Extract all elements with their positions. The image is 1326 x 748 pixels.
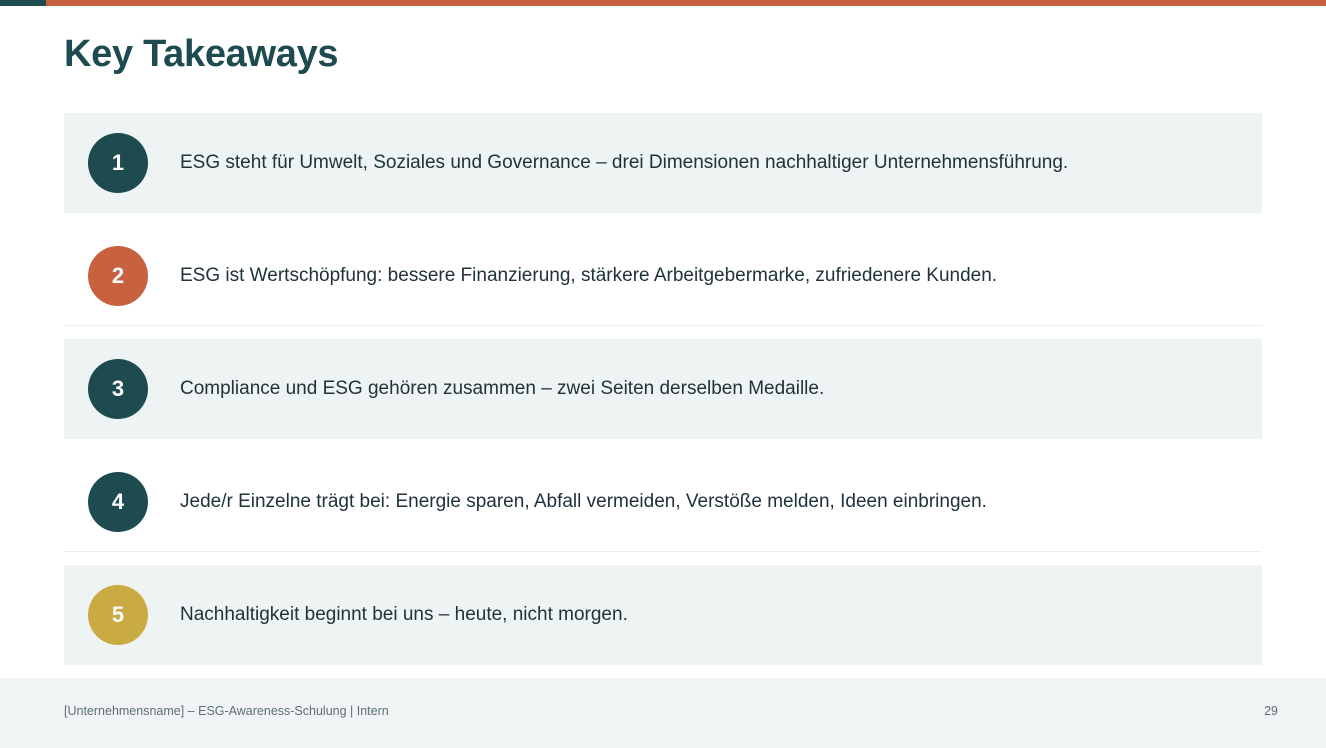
takeaway-number-badge: 3 xyxy=(88,359,148,419)
takeaway-number-badge: 1 xyxy=(88,133,148,193)
page-title: Key Takeaways xyxy=(64,33,339,75)
page-number: 29 xyxy=(1264,704,1278,718)
takeaway-text: Nachhaltigkeit beginnt bei uns – heute, nicht morgen. xyxy=(180,604,628,626)
list-item xyxy=(64,565,1262,665)
takeaway-text: Compliance und ESG gehören zusammen – zwei Seiten derselben Medaille. xyxy=(180,378,825,400)
list-item xyxy=(64,226,1262,326)
takeaway-number-badge: 5 xyxy=(88,585,148,645)
takeaway-text: ESG steht für Umwelt, Soziales und Governance – drei Dimensionen nachhaltiger Unternehmensführung. xyxy=(180,152,1069,174)
takeaways-list xyxy=(64,113,1262,678)
list-item xyxy=(64,452,1262,552)
list-item xyxy=(64,113,1262,213)
slide-footer xyxy=(0,678,1326,748)
takeaway-text: Jede/r Einzelne trägt bei: Energie sparen, Abfall vermeiden, Verstöße melden, Ideen einbringen. xyxy=(180,490,987,512)
list-item xyxy=(64,339,1262,439)
takeaway-number-badge: 2 xyxy=(88,246,148,306)
takeaway-number-badge: 4 xyxy=(88,472,148,532)
takeaway-text: ESG ist Wertschöpfung: bessere Finanzierung, stärkere Arbeitgebermarke, zufriedenere Kunden. xyxy=(180,264,998,286)
footer-label: [Unternehmensname] – ESG-Awareness-Schulung | Intern xyxy=(64,704,389,718)
accent-bar-dark-segment xyxy=(0,0,46,6)
accent-bar xyxy=(0,0,1326,6)
